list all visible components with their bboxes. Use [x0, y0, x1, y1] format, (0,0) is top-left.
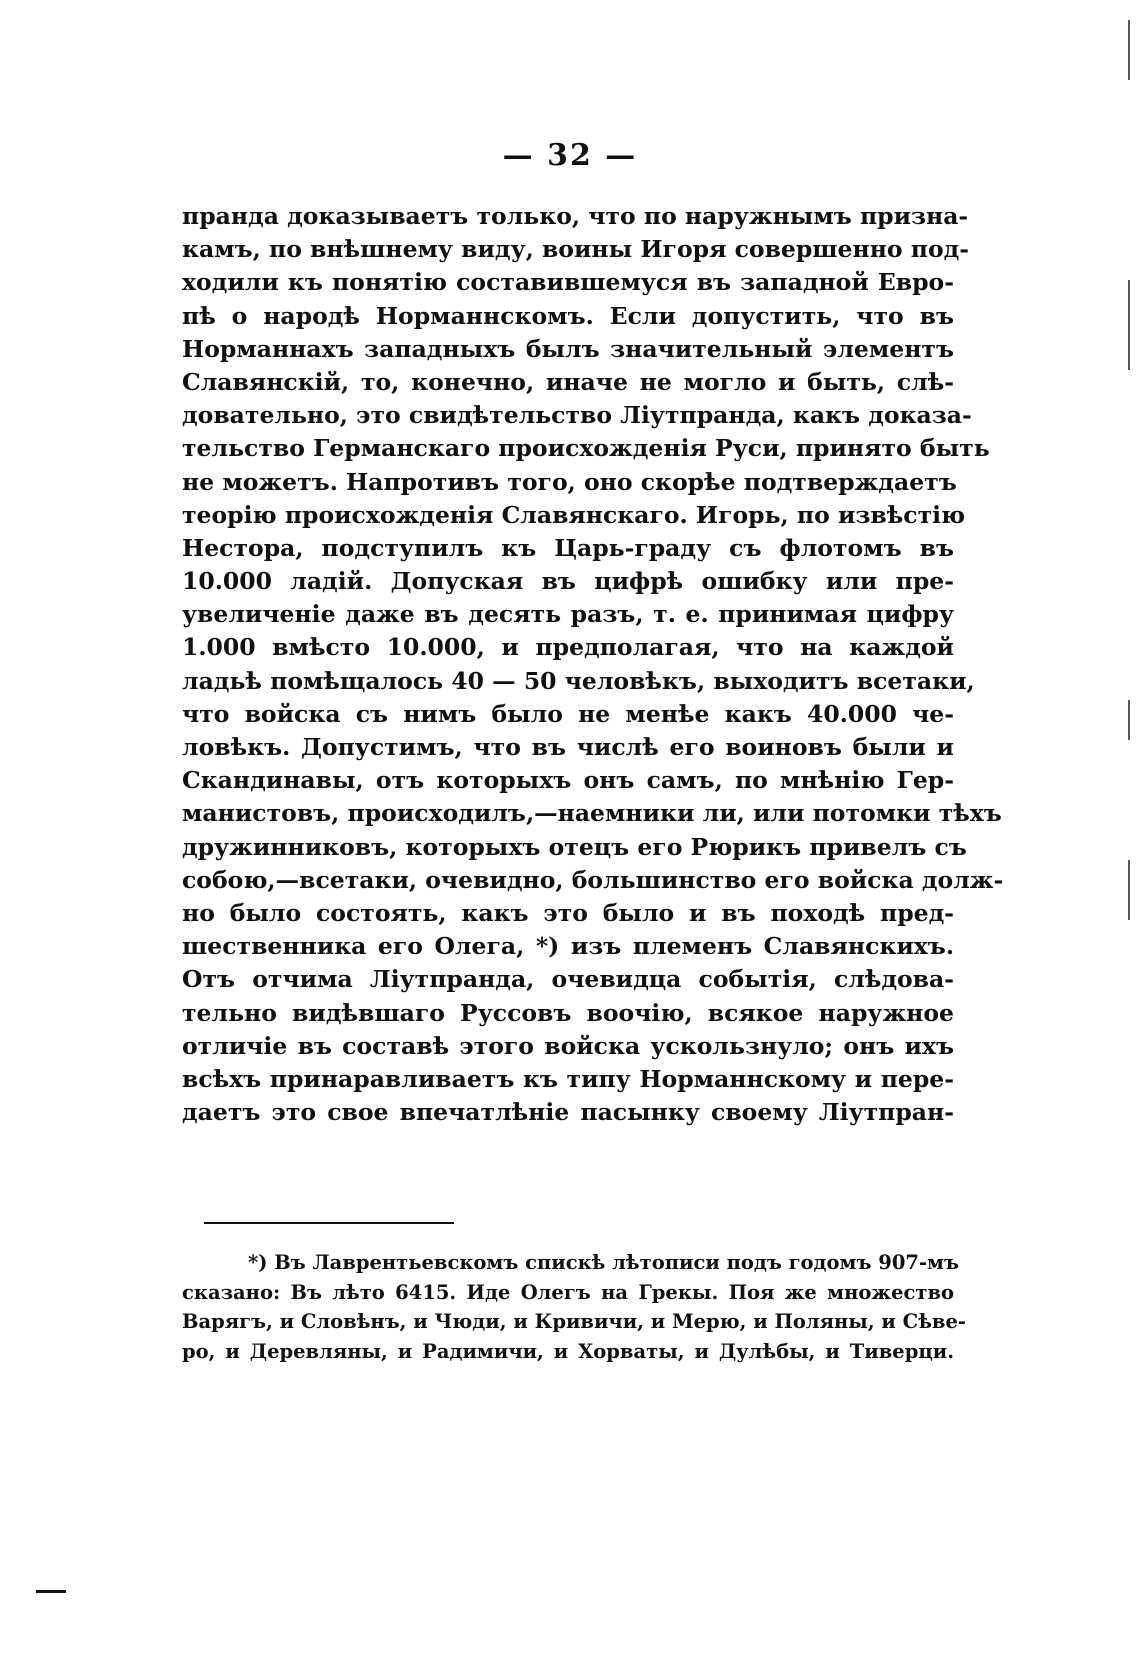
scan-edge-mark	[1128, 20, 1130, 80]
text-line: Отъ отчима Ліутпранда, очевидца событія, слѣдова-	[182, 965, 954, 994]
footnote-line: Варягъ, и Словѣнъ, и Чюди, и Кривичи, и Мерю, и Поляны, и Сѣве-	[182, 1310, 966, 1333]
text-line: Славянскій, то, конечно, иначе не могло и быть, слѣ-	[182, 367, 954, 396]
text-line: но было состоять, какъ это было и въ походѣ пред-	[182, 898, 954, 927]
text-line: пранда доказываетъ только, что по наружнымъ призна-	[182, 202, 969, 230]
text-line: даетъ это свое впечатлѣніе пасынку своему Ліутпран-	[182, 1098, 954, 1127]
footnote-line: ро, и Деревляны, и Радимичи, и Хорваты, и Дулѣбы, и Тиверци.	[182, 1339, 954, 1363]
text-line: довательно, это свидѣтельство Ліутпранда, какъ доказа-	[182, 401, 972, 430]
text-line: не можетъ. Напротивъ того, оно скорѣе подтверждаетъ	[182, 467, 957, 496]
text-line: увеличеніе даже въ десять разъ, т. е. принимая цифру	[182, 600, 954, 629]
text-line: Нестора, подступилъ къ Царь-граду съ флотомъ въ	[182, 533, 954, 562]
text-line: манистовъ, происходилъ,—наемники ли, или потомки тѣхъ	[182, 799, 1002, 828]
text-line: что войска съ нимъ было не менѣе какъ 40.000 че-	[182, 699, 954, 728]
scan-edge-mark	[1128, 860, 1130, 920]
text-line: отличіе въ составѣ этого войска ускользнуло; онъ ихъ	[182, 1031, 954, 1060]
text-line: тельство Германскаго происхожденія Руси, принято быть	[182, 434, 990, 463]
text-line: 10.000 ладій. Допуская въ цифрѣ ошибку или пре-	[182, 567, 954, 596]
text-line: шественника его Олега, *) изъ племенъ Славянскихъ.	[182, 932, 954, 961]
page-number: — 32 —	[502, 138, 638, 173]
text-line: ладьѣ помѣщалось 40 — 50 человѣкъ, выходитъ всетаки,	[182, 666, 975, 695]
text-line: собою,—всетаки, очевидно, большинство его войска долж-	[182, 865, 1004, 894]
text-line: камъ, по внѣшнему виду, воины Игоря совершенно под-	[182, 235, 970, 264]
text-line: 1.000 вмѣсто 10.000, и предполагая, что на каждой	[182, 633, 954, 662]
text-line: дружинниковъ, которыхъ отецъ его Рюрикъ привелъ съ	[182, 832, 967, 861]
scan-edge-mark	[1128, 700, 1130, 740]
scan-edge-mark	[1128, 280, 1130, 370]
footnote-block	[182, 1248, 966, 1366]
scan-margin-mark	[36, 1590, 66, 1593]
text-line: всѣхъ принаравливаетъ къ типу Норманнскому и пере-	[182, 1064, 954, 1093]
footnote-line: *) Въ Лаврентьевскомъ спискѣ лѣтописи подъ годомъ 907-мъ	[248, 1251, 959, 1274]
text-line: пѣ о народѣ Норманнскомъ. Если допустить, что въ	[182, 301, 954, 330]
text-line: теорію происхожденія Славянскаго. Игорь, по извѣстію	[182, 500, 966, 529]
text-line: ходили къ понятію составившемуся въ западной Евро-	[182, 268, 954, 297]
main-text-block	[182, 200, 1004, 1129]
text-line: Норманнахъ западныхъ былъ значительный элементъ	[182, 334, 954, 363]
text-line: Скандинавы, отъ которыхъ онъ самъ, по мнѣнію Гер-	[182, 766, 954, 795]
footnote-line: сказано: Въ лѣто 6415. Иде Олегъ на Грекы. Поя же множество	[182, 1280, 954, 1304]
footnote-divider	[204, 1222, 454, 1224]
text-line: ловѣкъ. Допустимъ, что въ числѣ его воиновъ были и	[182, 733, 954, 761]
text-line: тельно видѣвшаго Руссовъ воочію, всякое наружное	[182, 998, 954, 1027]
